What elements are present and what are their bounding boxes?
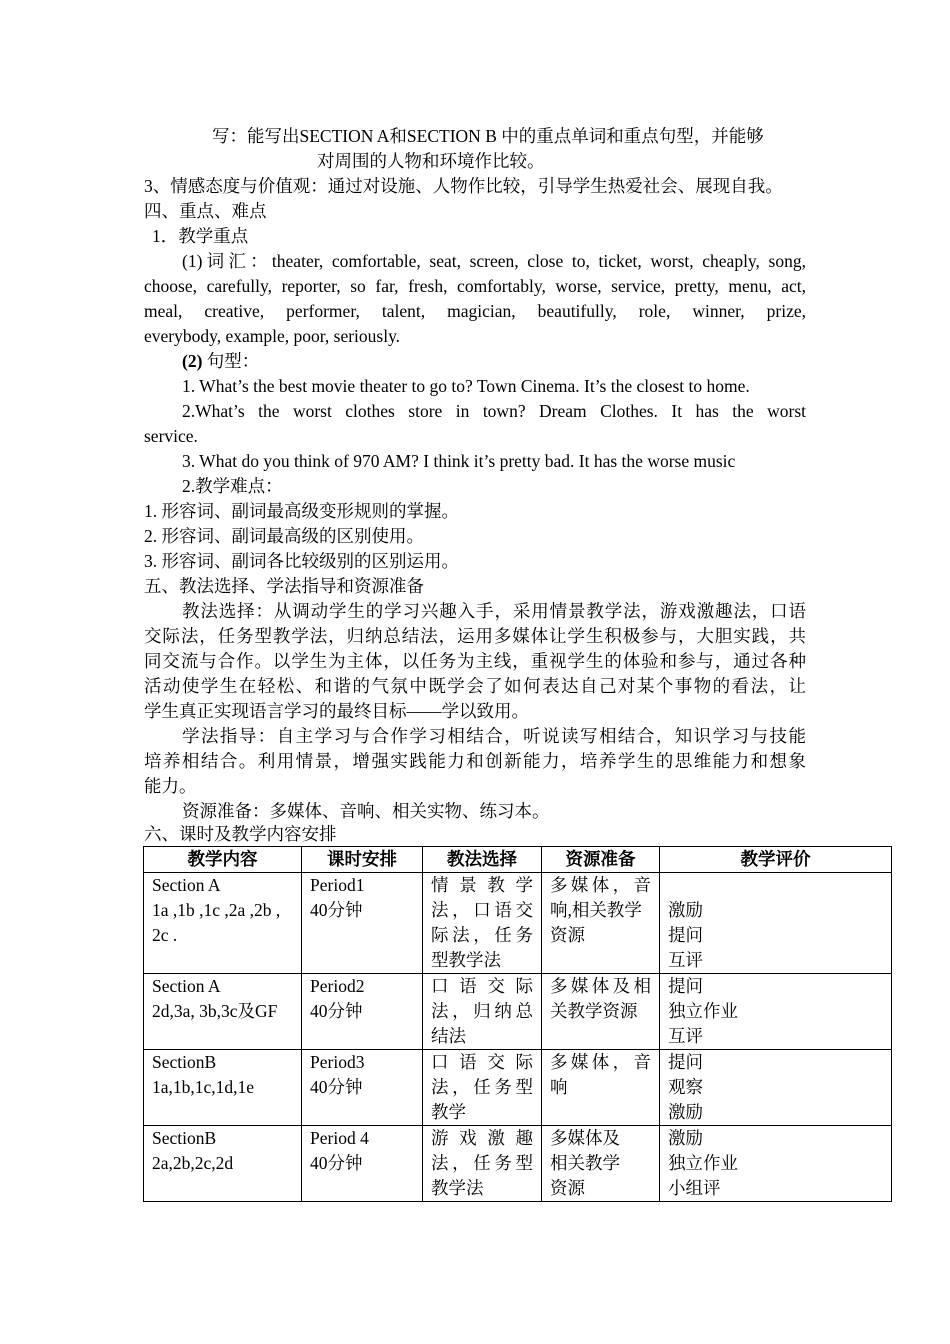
cell-line: 互评	[668, 1026, 703, 1046]
cell-line: SectionB	[152, 1128, 217, 1148]
cell-line: 激励	[668, 900, 703, 920]
guide-line-3: 能力。	[144, 776, 197, 796]
cell-content	[144, 1050, 302, 1126]
cell-line: 40分钟	[310, 1001, 363, 1021]
cell-line: 响,相关教学	[550, 900, 642, 920]
cell-line: 教学	[431, 1102, 466, 1122]
cell-line: 法，归纳总	[431, 1001, 533, 1021]
cell-period	[302, 1126, 423, 1202]
method-line-2: 交际法，任务型教学法，归纳总结法，运用多媒体让学生积极参与，大胆实践，共	[144, 626, 806, 646]
table-row	[144, 1126, 892, 1202]
sentence-heading-label: 句型：	[202, 351, 260, 371]
emotion-objective: 3、情感态度与价值观：通过对设施、人物作比较，引导学生热爱社会、展现自我。	[144, 176, 783, 196]
header-method: 教法选择	[423, 847, 542, 873]
header-content: 教学内容	[144, 847, 302, 873]
cell-line: 响	[550, 1077, 568, 1097]
cell-line: 提问	[668, 1052, 703, 1072]
header-resource: 资源准备	[542, 847, 660, 873]
cell-line: Period2	[310, 976, 365, 996]
cell-content	[144, 974, 302, 1050]
difficulties-heading: 2.教学难点：	[182, 476, 283, 496]
cell-line: 法，口语交	[431, 900, 533, 920]
cell-line: 40分钟	[310, 1077, 363, 1097]
cell-line: 提问	[668, 925, 703, 945]
vocab-line-2: choose, carefully, reporter, so far, fresh, comfortably, worse, service, pretty, menu, act,	[144, 276, 806, 296]
method-line-5: 学生真正实现语言学习的最终目标——学以致用。	[144, 701, 529, 721]
cell-line: 2c .	[152, 925, 178, 945]
sentence-2-line1: 2.What’s the worst clothes store in town? Dream Clothes. It has the worst	[182, 401, 806, 421]
table-row	[144, 974, 892, 1050]
cell-line: 口语交际	[431, 976, 533, 996]
cell-line: 多媒体，音	[550, 875, 651, 895]
cell-period	[302, 873, 423, 974]
cell-line: 型教学法	[431, 950, 501, 970]
cell-resource	[542, 1050, 660, 1126]
cell-line: 结法	[431, 1026, 466, 1046]
table-row	[144, 1050, 892, 1126]
guide-line-2: 培养相结合。利用情景，增强实践能力和创新能力，培养学生的思维能力和想象	[144, 751, 806, 771]
cell-line: 激励	[668, 1102, 703, 1122]
guide-line-1: 学法指导：自主学习与合作学习相结合，听说读写相结合，知识学习与技能	[182, 726, 806, 746]
cell-evaluation	[660, 873, 892, 974]
cell-line: 互评	[668, 950, 703, 970]
cell-line: 2d,3a, 3b,3c及GF	[152, 1001, 278, 1021]
resources-line: 资源准备：多媒体、音响、相关实物、练习本。	[182, 801, 550, 821]
vocab-line-4: everybody, example, poor, seriously.	[144, 326, 401, 346]
section5-heading: 五、教法选择、学法指导和资源准备	[144, 576, 424, 596]
cell-line: 游戏激趣	[431, 1128, 533, 1148]
sentence-heading	[182, 349, 259, 374]
cell-method	[423, 873, 542, 974]
cell-evaluation	[660, 1126, 892, 1202]
header-evaluation: 教学评价	[660, 847, 892, 873]
key-points-heading: 1．教学重点	[152, 226, 249, 246]
sentence-2-line2: service.	[144, 426, 198, 446]
cell-line: 法，任务型	[431, 1153, 533, 1173]
cell-period	[302, 1050, 423, 1126]
cell-resource	[542, 1126, 660, 1202]
cell-line: 资源	[550, 925, 585, 945]
cell-line: 关教学资源	[550, 1001, 638, 1021]
cell-line: Period3	[310, 1052, 365, 1072]
cell-content	[144, 873, 302, 974]
cell-method	[423, 1126, 542, 1202]
write-objective-line2: 对周围的人物和环境作比较。	[317, 151, 545, 171]
cell-line: 2a,2b,2c,2d	[152, 1153, 234, 1173]
cell-line: 法，任务型	[431, 1077, 533, 1097]
vocab-line-1: (1)词汇：theater, comfortable, seat, screen, close to, ticket, worst, cheaply, song,	[182, 251, 806, 271]
cell-line: 独立作业	[668, 1001, 738, 1021]
sentence-1: 1. What’s the best movie theater to go to? Town Cinema. It’s the closest to home.	[182, 376, 750, 396]
cell-evaluation	[660, 1050, 892, 1126]
header-period: 课时安排	[302, 847, 423, 873]
cell-line: 1a,1b,1c,1d,1e	[152, 1077, 255, 1097]
method-line-4: 活动使学生在轻松、和谐的气氛中既学会了如何表达自己对某个事物的看法，让	[144, 676, 806, 696]
section4-heading: 四、重点、难点	[144, 201, 267, 221]
table-header-row	[144, 847, 892, 873]
sentence-heading-number: (2)	[182, 351, 203, 371]
cell-method	[423, 974, 542, 1050]
cell-line: 情景教学	[431, 875, 533, 895]
cell-line: SectionB	[152, 1052, 217, 1072]
cell-line: 独立作业	[668, 1153, 738, 1173]
vocab-line-3: meal, creative, performer, talent, magician, beautifully, role, winner, prize,	[144, 301, 806, 321]
cell-resource	[542, 974, 660, 1050]
cell-line: 口语交际	[431, 1052, 533, 1072]
cell-content	[144, 1126, 302, 1202]
cell-evaluation	[660, 974, 892, 1050]
cell-line: 40分钟	[310, 900, 363, 920]
cell-method	[423, 1050, 542, 1126]
cell-line: 相关教学	[550, 1153, 620, 1173]
cell-line: 际法，任务	[431, 925, 533, 945]
cell-period	[302, 974, 423, 1050]
cell-resource	[542, 873, 660, 974]
cell-line: Section A	[152, 875, 221, 895]
cell-line: 多媒体，音	[550, 1052, 651, 1072]
cell-line: 资源	[550, 1178, 585, 1198]
difficulty-2: 2. 形容词、副词最高级的区别使用。	[144, 526, 424, 546]
cell-line: 小组评	[668, 1178, 721, 1198]
cell-spacer	[668, 873, 891, 898]
difficulty-3: 3. 形容词、副词各比较级别的区别运用。	[144, 551, 459, 571]
difficulty-1: 1. 形容词、副词最高级变形规则的掌握。	[144, 501, 459, 521]
section6-heading: 六、课时及教学内容安排	[144, 824, 337, 844]
lesson-schedule-table	[143, 846, 892, 1202]
cell-line: 40分钟	[310, 1153, 363, 1173]
cell-line: 多媒体及相	[550, 976, 651, 996]
cell-line: Section A	[152, 976, 221, 996]
cell-line: Period1	[310, 875, 365, 895]
method-line-3: 同交流与合作。以学生为主体，以任务为主线，重视学生的体验和参与，通过各种	[144, 651, 806, 671]
cell-line: 激励	[668, 1128, 703, 1148]
cell-line: 1a ,1b ,1c ,2a ,2b ,	[152, 900, 281, 920]
cell-line: 教学法	[431, 1178, 484, 1198]
cell-line: Period 4	[310, 1128, 369, 1148]
method-line-1: 教法选择：从调动学生的学习兴趣入手，采用情景教学法，游戏激趣法，口语	[182, 601, 806, 621]
cell-line: 观察	[668, 1077, 703, 1097]
table-row	[144, 873, 892, 974]
cell-line: 多媒体及	[550, 1128, 620, 1148]
cell-line: 提问	[668, 976, 703, 996]
sentence-3: 3. What do you think of 970 AM? I think it’s pretty bad. It has the worse music	[182, 451, 736, 471]
write-objective-line1: 写：能写出SECTION A和SECTION B 中的重点单词和重点句型，并能够	[212, 126, 764, 146]
